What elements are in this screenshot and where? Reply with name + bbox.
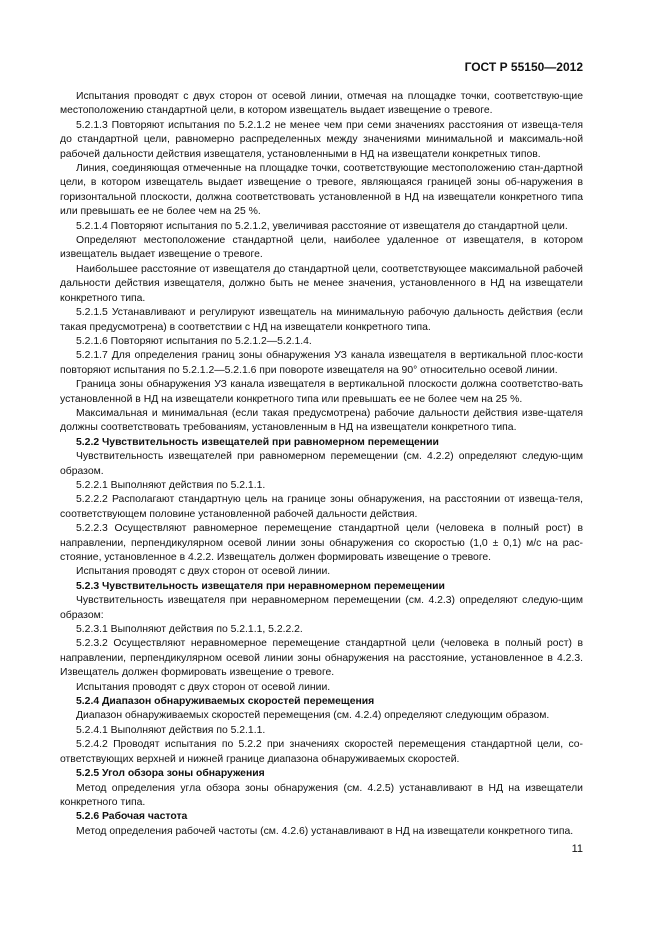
paragraph: 5.2.1.5 Устанавливают и регулируют извещатель на минимальную рабочую дальность действия (если такая предусмотрена) в соответствии с НД на извещатели конкретного типа.	[60, 307, 583, 333]
page-number: 11	[571, 843, 583, 855]
section-heading: 5.2.5 Угол обзора зоны обнаружения	[76, 768, 265, 780]
paragraph: 5.2.2.1 Выполняют действия по 5.2.1.1.	[76, 479, 266, 491]
paragraph: 5.2.1.4 Повторяют испытания по 5.2.1.2, увеличивая расстояние от извещателя до стандартной цели.	[76, 220, 568, 232]
paragraph: Максимальная и минимальная (если такая предусмотрена) рабочие дальности действия изве-щателя должны соответствовать требованиям, установленным в НД на извещатели конкретного типа.	[60, 407, 583, 434]
paragraph: Граница зоны обнаружения УЗ канала извещателя в вертикальной плоскости должна соответство-вать установленной в НД на извещатели конкретного типа или превышать ее не более чем на 25 %.	[60, 379, 583, 405]
section-heading: 5.2.6 Рабочая частота	[76, 811, 188, 823]
paragraph: 5.2.3.1 Выполняют действия по 5.2.1.1, 5.2.2.2.	[76, 624, 303, 636]
section-heading: 5.2.3 Чувствительность извещателя при неравномерном перемещении	[76, 580, 445, 592]
paragraph: Испытания проводят с двух сторон от осевой линии.	[76, 681, 331, 693]
paragraph: 5.2.3.2 Осуществляют неравномерное перемещение стандартной цели (человека в полный рост) в направлении, перпендикулярном осевой линии зоны обнаружения на расстояние, установленное в 4.2.3. Извещатель должен формировать извещение о тревоге.	[60, 638, 583, 679]
section-heading: 5.2.2 Чувствительность извещателей при равномерном перемещении	[76, 436, 439, 448]
paragraph: Испытания проводят с двух сторон от осевой линии, отмечая на площадке точки, соответствую-щие местоположению стандартной цели, в котором извещатель выдает извещение о тревоге.	[60, 91, 583, 117]
paragraph: Метод определения угла обзора зоны обнаружения (см. 4.2.5) устанавливают в НД на извещатели конкретного типа.	[60, 782, 583, 808]
paragraph: Линия, соединяющая отмеченные на площадке точки, соответствующие местоположению стан-дартной цели, в котором извещатель выдает извещение о тревоге, являющаяся границей зоны об-наружения в горизонтальной плоскости, должна соответствовать установленной в НД на извещатели конкретного типа или превышать ее не более чем на 25 %.	[60, 163, 583, 218]
paragraph: Наибольшее расстояние от извещателя до стандартной цели, соответствующее максимальной рабочей дальности действия извещателя, должно быть не менее значения, установленного в НД на извещатели конкретного типа.	[60, 263, 583, 304]
paragraph: Испытания проводят с двух сторон от осевой линии.	[76, 566, 331, 578]
document-header-id: ГОСТ Р 55150—2012	[464, 60, 583, 74]
paragraph: Чувствительность извещателя при неравномерном перемещении (см. 4.2.3) определяют следую-щим образом:	[60, 595, 583, 621]
paragraph: Чувствительность извещателей при равномерном перемещении (см. 4.2.2) определяют следую-щим образом.	[60, 451, 583, 477]
paragraph: Метод определения рабочей частоты (см. 4.2.6) устанавливают в НД на извещатели конкретного типа.	[76, 825, 574, 837]
paragraph: 5.2.1.3 Повторяют испытания по 5.2.1.2 не менее чем при семи значениях расстояния от извеща-теля до стандартной цели, равномерно распределенных между значениями минимальной и максималь-ной рабочей дальности действия извещателя, установленными в НД на извещатели конкретных типов.	[60, 119, 583, 160]
section-heading: 5.2.4 Диапазон обнаруживаемых скоростей перемещения	[76, 696, 375, 708]
document-body	[60, 90, 583, 839]
paragraph: 5.2.1.7 Для определения границ зоны обнаружения УЗ канала извещателя в вертикальной плос-кости повторяют испытания по 5.2.1.2—5.2.1.6 при повороте извещателя на 90° относительно осевой линии.	[60, 350, 583, 376]
paragraph: 5.2.1.6 Повторяют испытания по 5.2.1.2—5.2.1.4.	[76, 335, 312, 347]
paragraph: 5.2.4.2 Проводят испытания по 5.2.2 при значениях скоростей перемещения стандартной цели, со-ответствующих верхней и нижней границе диапазона обнаруживаемых скоростей.	[60, 739, 583, 765]
paragraph: 5.2.2.2 Располагают стандартную цель на границе зоны обнаружения, на расстоянии от извеща-теля, соответствующем половине установленной рабочей дальности действия.	[60, 494, 583, 520]
paragraph: 5.2.2.3 Осуществляют равномерное перемещение стандартной цели (человека в полный рост) в направлении, перпендикулярном осевой линии зоны обнаружения со скоростью (1,0 ± 0,1) м/с на рас-стояние, установленное в 4.2.2. Извещатель должен формировать извещение о тревоге.	[60, 523, 583, 563]
paragraph: Диапазон обнаруживаемых скоростей перемещения (см. 4.2.4) определяют следующим образом.	[76, 710, 550, 722]
paragraph: Определяют местоположение стандартной цели, наиболее удаленное от извещателя, в котором извещатель выдает извещение о тревоге.	[60, 235, 583, 261]
paragraph: 5.2.4.1 Выполняют действия по 5.2.1.1.	[76, 724, 266, 736]
